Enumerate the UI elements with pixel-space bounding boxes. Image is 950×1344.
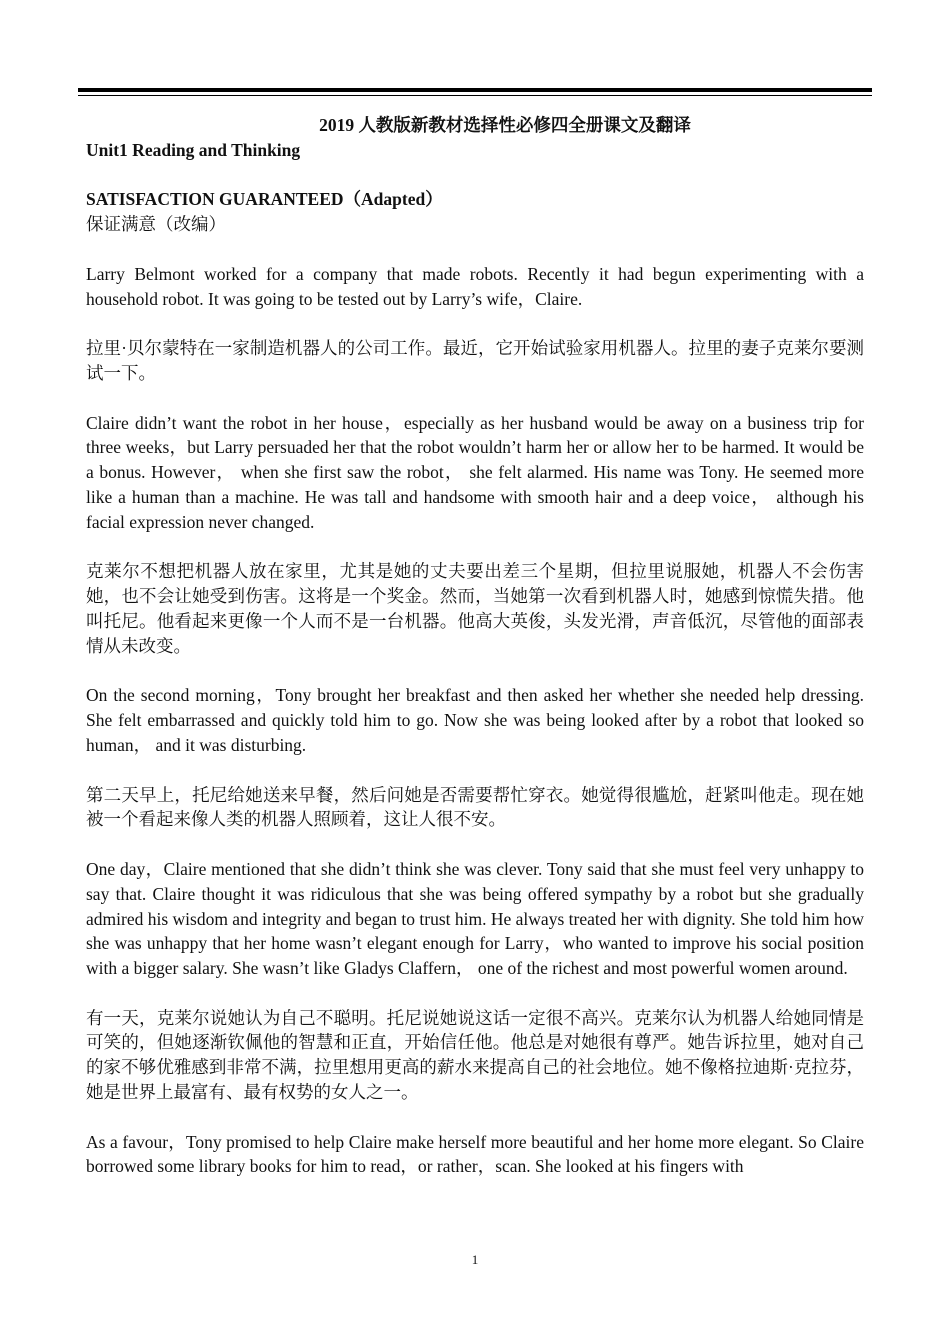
paragraph-cn: 拉里·贝尔蒙特在一家制造机器人的公司工作。最近，它开始试验家用机器人。拉里的妻子克莱尔要测试一下。 [86, 338, 864, 383]
paragraph-cn: 有一天，克莱尔说她认为自己不聪明。托尼说她说这话一定很不高兴。克莱尔认为机器人给她同情是可笑的，但她逐渐钦佩他的智慧和正直，开始信任他。他总是对她很有尊严。她告诉拉里，她对自己的家不够优雅感到非常不满，拉里想用更高的薪水来提高自己的社会地位。她不像格拉迪斯·克拉芬，她是世界上最富有、最有权势的女人之一。 [86, 1007, 864, 1103]
top-rule-thin [78, 95, 872, 96]
paragraph-cn: 克莱尔不想把机器人放在家里，尤其是她的丈夫要出差三个星期，但拉里说服她，机器人不会伤害她，也不会让她受到伤害。这将是一个奖金。然而，当她第一次看到机器人时，她感到惊慌失措。他叫托尼。他看起来更像一个人而不是一台机器。他高大英俊，头发光滑，声音低沉，尽管他的面部表情从未改变。 [86, 561, 864, 656]
paragraph-en: On the second morning，Tony brought her breakfast and then asked her whether she needed help dressing. She felt embarrassed and quickly told him to go. Now she was being looked after by a robot that looked so human， and it was disturbing. [86, 685, 864, 755]
document-body [86, 113, 864, 1204]
paragraph-en: One day，Claire mentioned that she didn’t think she was clever. Tony said that she must feel very unhappy to say that. Claire thought it was ridiculous that she was being offered sympathy by a robot but she gradually admired his wisdom and integrity and began to trust him. He always treated her with dignity. She told him how she was unhappy that her home wasn’t elegant enough for Larry，who wanted to improve his social position with a bigger salary. She wasn’t like Gladys Claffern， one of the richest and most powerful women around. [86, 858, 864, 979]
paragraph-en: As a favour，Tony promised to help Claire make herself more beautiful and her home more elegant. So Claire borrowed some library books for him to read，or rather，scan. She looked at his fingers with [86, 1131, 864, 1177]
section-heading-cn: 保证满意（改编） [86, 214, 226, 235]
unit-heading: Unit1 Reading and Thinking [86, 139, 301, 160]
section-heading: SATISFACTION GUARANTEED（Adapted） [86, 189, 443, 210]
page-number: 1 [471, 1252, 479, 1267]
paragraph-en: Claire didn’t want the robot in her house，especially as her husband would be away on a business trip for three weeks，but Larry persuaded her that the robot wouldn’t harm her or allow her to be harmed. It would be a bonus. However， when she first saw the robot， she felt alarmed. His name was Tony. He seemed more like a human than a machine. He was tall and handsome with smooth hair and a deep voice， although his facial expression never changed. [86, 412, 864, 532]
paragraph-en: Larry Belmont worked for a company that made robots. Recently it had begun experimenting with a household robot. It was going to be tested out by Larry’s wife，Claire. [86, 263, 864, 309]
top-rule-thick [78, 88, 872, 92]
paragraph-cn: 第二天早上，托尼给她送来早餐，然后问她是否需要帮忙穿衣。她觉得很尴尬，赶紧叫他走。现在她被一个看起来像人类的机器人照顾着，这让人很不安。 [86, 784, 864, 830]
document-title: 2019 人教版新教材选择性必修四全册课文及翻译 [319, 115, 691, 135]
